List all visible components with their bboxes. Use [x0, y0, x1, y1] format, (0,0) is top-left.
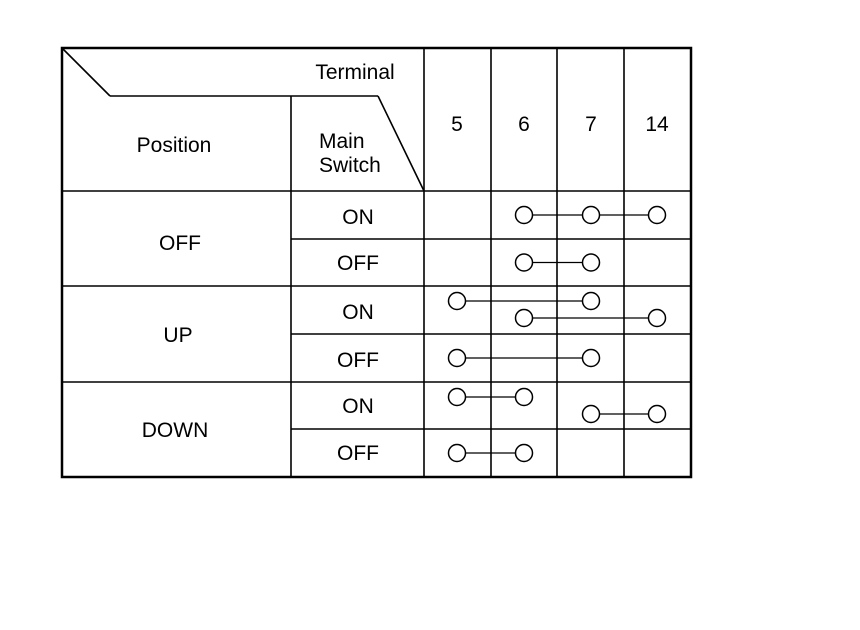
- header-diagonal: [62, 48, 110, 96]
- terminal-contact-circle: [449, 445, 466, 462]
- terminal-contact-circle: [649, 406, 666, 423]
- terminal-contact-circle: [516, 389, 533, 406]
- terminal-contact-circle: [649, 310, 666, 327]
- position-label-up: UP: [163, 324, 193, 347]
- terminal-contact-circle: [583, 406, 600, 423]
- terminal-contact-circle: [649, 207, 666, 224]
- terminal-contact-circle: [516, 310, 533, 327]
- main-switch-state: ON: [342, 395, 374, 418]
- main-switch-state: ON: [342, 206, 374, 229]
- terminal-contact-circle: [449, 293, 466, 310]
- terminal-number: 14: [645, 113, 669, 136]
- terminal-header-label: Terminal: [315, 61, 395, 84]
- terminal-contact-circle: [516, 207, 533, 224]
- terminal-number: 6: [518, 113, 530, 136]
- terminal-contact-circle: [583, 254, 600, 271]
- main-switch-state: OFF: [337, 442, 379, 465]
- position-label-down: DOWN: [141, 419, 209, 442]
- terminal-contact-circle: [516, 254, 533, 271]
- main-switch-header-label-line1: Main: [319, 130, 365, 153]
- main-switch-state: OFF: [337, 252, 379, 275]
- terminal-number: 7: [585, 113, 597, 136]
- main-switch-header-label-line2: Switch: [319, 154, 381, 177]
- header-diagonal: [378, 96, 424, 191]
- position-header-label: Position: [136, 134, 212, 157]
- terminal-contact-circle: [449, 350, 466, 367]
- terminal-contact-circle: [583, 350, 600, 367]
- terminal-contact-circle: [516, 445, 533, 462]
- terminal-contact-circle: [583, 293, 600, 310]
- terminal-number: 5: [451, 113, 463, 136]
- main-switch-state: ON: [342, 301, 374, 324]
- terminal-contact-circle: [583, 207, 600, 224]
- main-switch-state: OFF: [337, 349, 379, 372]
- terminal-contact-circle: [449, 389, 466, 406]
- position-label-off: OFF: [159, 232, 201, 255]
